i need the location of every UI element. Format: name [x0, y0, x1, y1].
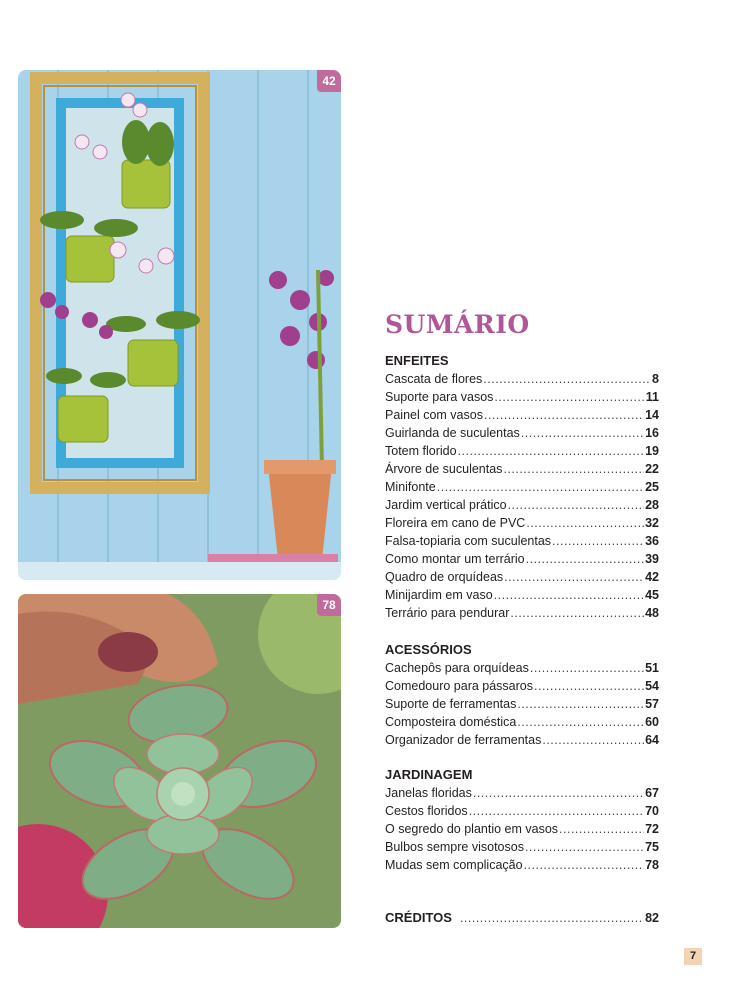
dot-leader [494, 388, 644, 406]
toc-section-jardinagem [385, 766, 659, 874]
dot-leader [525, 838, 644, 856]
section-title: ENFEITES [385, 353, 449, 368]
entry-page: 64 [645, 733, 659, 747]
page-badge: 42 [317, 70, 341, 92]
dot-leader [530, 659, 644, 677]
entry-label: Floreira em cano de PVC [385, 516, 526, 530]
entry-page: 39 [645, 552, 659, 566]
entry-label: Cestos floridos [385, 804, 468, 818]
toc-entry[interactable] [385, 460, 659, 478]
entry-label: Janelas floridas [385, 786, 472, 800]
entry-label: Composteira doméstica [385, 715, 517, 729]
dot-leader [517, 695, 644, 713]
dot-leader [484, 406, 644, 424]
entry-page: 25 [645, 480, 659, 494]
entry-page: 78 [645, 858, 659, 872]
entry-label: Árvore de suculentas [385, 462, 503, 476]
entry-label: O segredo do plantio em vasos [385, 822, 559, 836]
toc-entry[interactable] [385, 424, 659, 442]
dot-leader [483, 370, 651, 388]
entry-label: Mudas sem complicação [385, 858, 523, 872]
entry-label: Minifonte [385, 480, 436, 494]
toc-entry[interactable] [385, 784, 659, 802]
entry-page: 45 [645, 588, 659, 602]
toc-entry[interactable] [385, 856, 659, 874]
toc-entry[interactable] [385, 550, 659, 568]
entry-page: 70 [645, 804, 659, 818]
dot-leader [526, 550, 644, 568]
entry-label: Suporte de ferramentas [385, 697, 517, 711]
toc-entry[interactable] [385, 677, 659, 695]
page-title: SUMÁRIO [385, 310, 530, 339]
entry-label: Jardim vertical prático [385, 498, 507, 512]
toc-entry[interactable] [385, 838, 659, 856]
toc-entry[interactable] [385, 659, 659, 677]
entry-page: 54 [645, 679, 659, 693]
toc-section-creditos [385, 909, 659, 927]
entry-page: 51 [645, 661, 659, 675]
dot-leader [494, 586, 644, 604]
toc-section-enfeites [385, 352, 659, 622]
entry-page: 72 [645, 822, 659, 836]
dot-leader [534, 677, 644, 695]
entry-page: 28 [645, 498, 659, 512]
succulent-photo [18, 594, 341, 928]
dot-leader [460, 909, 644, 927]
entry-label: Minijardim em vaso [385, 588, 493, 602]
entry-page: 22 [645, 462, 659, 476]
entry-label: Terrário para pendurar [385, 606, 510, 620]
entry-page: 32 [645, 516, 659, 530]
entry-page: 16 [645, 426, 659, 440]
section-title: JARDINAGEM [385, 767, 473, 782]
entry-label: Organizador de ferramentas [385, 733, 542, 747]
entry-label: Guirlanda de suculentas [385, 426, 520, 440]
dot-leader [504, 568, 644, 586]
page-badge: 78 [317, 594, 341, 616]
entry-label: Suporte para vasos [385, 390, 494, 404]
entry-label: Totem florido [385, 444, 457, 458]
dot-leader [469, 802, 644, 820]
entry-page: 19 [645, 444, 659, 458]
entry-page: 36 [645, 534, 659, 548]
section-title: ACESSÓRIOS [385, 642, 472, 657]
entry-label: Painel com vasos [385, 408, 483, 422]
toc-entry[interactable] [385, 532, 659, 550]
toc-entry[interactable] [385, 820, 659, 838]
entry-page: 42 [645, 570, 659, 584]
entry-label: Falsa-topiaria com suculentas [385, 534, 552, 548]
entry-page: 75 [645, 840, 659, 854]
dot-leader [542, 731, 644, 749]
entry-label: Bulbos sempre visotosos [385, 840, 524, 854]
entry-page: 11 [645, 390, 659, 404]
entry-label: Como montar um terrário [385, 552, 525, 566]
entry-page: 82 [645, 911, 659, 925]
toc-entry-credits[interactable] [385, 909, 659, 927]
entry-page: 57 [645, 697, 659, 711]
dot-leader [521, 424, 644, 442]
entry-label: CRÉDITOS [385, 910, 452, 925]
dot-leader [517, 713, 644, 731]
toc-entry[interactable] [385, 406, 659, 424]
toc-entry[interactable] [385, 388, 659, 406]
page-number: 7 [684, 948, 702, 965]
entry-page: 8 [652, 372, 659, 386]
toc-entry[interactable] [385, 478, 659, 496]
toc-entry[interactable] [385, 713, 659, 731]
toc-entry[interactable] [385, 514, 659, 532]
entry-label: Cascata de flores [385, 372, 483, 386]
entry-page: 67 [645, 786, 659, 800]
dot-leader [552, 532, 644, 550]
dot-leader [559, 820, 644, 838]
toc-entry[interactable] [385, 604, 659, 622]
entry-label: Comedouro para pássaros [385, 679, 533, 693]
dot-leader [526, 514, 644, 532]
dot-leader [437, 478, 644, 496]
entry-page: 48 [645, 606, 659, 620]
entry-label: Quadro de orquídeas [385, 570, 504, 584]
toc-entry[interactable] [385, 496, 659, 514]
toc-entry[interactable] [385, 442, 659, 460]
toc-section-acessorios [385, 641, 659, 749]
dot-leader [473, 784, 644, 802]
toc-entry[interactable] [385, 802, 659, 820]
dot-leader [503, 460, 644, 478]
orchid-frame-illustration [18, 70, 341, 580]
succulent-illustration [18, 594, 341, 928]
toc-entry[interactable] [385, 695, 659, 713]
toc-entry[interactable] [385, 586, 659, 604]
entry-label: Cachepôs para orquídeas [385, 661, 529, 675]
toc-entry[interactable] [385, 731, 659, 749]
dot-leader [510, 604, 644, 622]
entry-page: 14 [645, 408, 659, 422]
dot-leader [524, 856, 645, 874]
toc-entry[interactable] [385, 568, 659, 586]
dot-leader [508, 496, 645, 514]
dot-leader [458, 442, 645, 460]
orchid-frame-photo [18, 70, 341, 580]
toc-entry[interactable] [385, 370, 659, 388]
entry-page: 60 [645, 715, 659, 729]
